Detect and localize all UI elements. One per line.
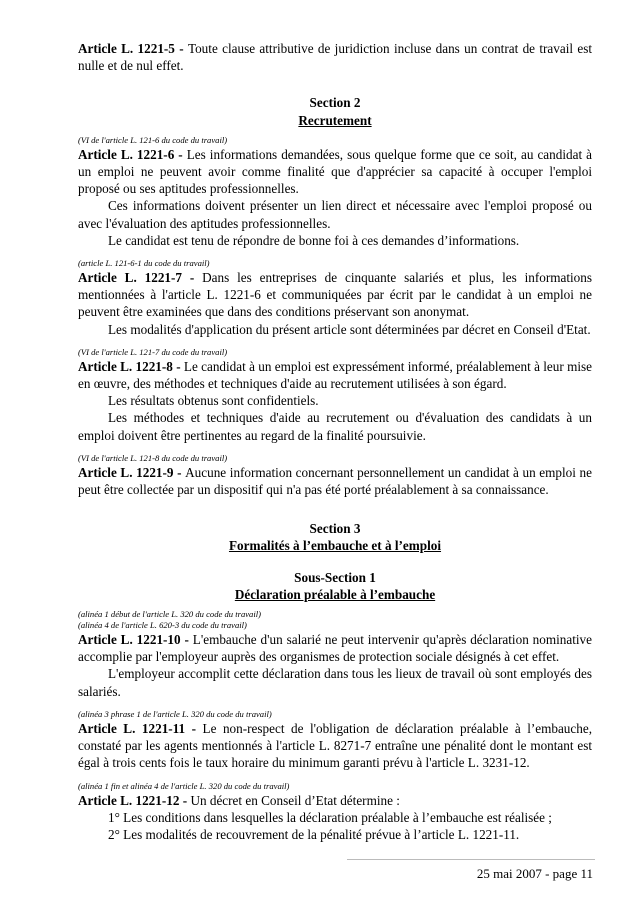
document-page <box>78 40 592 843</box>
article-1221-7 <box>78 269 592 321</box>
paragraph: Ces informations doivent présenter un lien direct et nécessaire avec l'emploi proposé ou avec l'évaluation des aptitudes professionnelles. <box>78 198 592 231</box>
section-title: Formalités à l’embauche et à l’emploi <box>228 538 442 554</box>
article-text: Le candidat à un emploi est expressément informé, préalablement à leur mise en œuvre, des méthodes et techniques d'aide au recrutement utilisées à son égard. <box>78 358 592 392</box>
source-reference: (alinéa 1 fin et alinéa 4 de l'article L. 320 du code du travail) <box>78 780 290 791</box>
source-reference: (VI de l'article L. 121-6 du code du travail) <box>78 134 228 145</box>
section-title: Recrutement <box>298 112 372 128</box>
article-1221-11 <box>78 720 592 772</box>
article-1221-12 <box>78 792 592 809</box>
paragraph: Le candidat est tenu de répondre de bonne foi à ces demandes d’informations. <box>108 232 520 248</box>
source-reference: (VI de l'article L. 121-8 du code du travail) <box>78 452 228 463</box>
paragraph: L'employeur accomplit cette déclaration dans tous les lieux de travail où sont employés des salariés. <box>78 666 592 699</box>
source-reference: (alinéa 4 de l'article L. 620-3 du code du travail) <box>78 620 247 631</box>
subsection-label: Sous-Section 1 <box>294 569 376 585</box>
article-1221-9 <box>78 464 592 498</box>
paragraph: Les modalités d'application du présent article sont déterminées par décret en Conseil d'Etat. <box>108 321 591 337</box>
section-3-heading <box>78 520 592 554</box>
article-1221-8 <box>78 358 592 392</box>
footer-divider <box>347 859 595 860</box>
page-footer: 25 mai 2007 - page 11 <box>476 866 593 881</box>
section-2-heading <box>78 94 592 128</box>
article-number: Article L. 1221-7 - <box>78 270 203 286</box>
article-text: Les informations demandées, sous quelque forme que ce soit, au candidat à un emploi ne peuvent avoir comme finalité que d'apprécier sa capacité à occuper l'emploi proposé ou ses aptitudes professionnelles. <box>78 146 592 197</box>
article-1221-10 <box>78 631 592 665</box>
article-text: Le non-respect de l'obligation de déclaration préalable à l’embauche, constaté par les agents mentionnés à l'article L. 8271-7 entraîne une pénalité dont le montant est égal à trois cents fois le taux horaire du minimum garanti prévu à l'article L. 3231-12. <box>78 720 592 771</box>
source-reference: (VI de l'article L. 121-7 du code du travail) <box>78 346 228 357</box>
article-1221-6 <box>78 146 592 198</box>
article-1221-5 <box>78 40 592 74</box>
article-number: Article L. 1221-8 - <box>78 358 184 374</box>
article-number: Article L. 1221-11 - <box>78 720 203 736</box>
article-number: Article L. 1221-6 - <box>78 146 187 162</box>
source-reference: (alinéa 1 début de l'article L. 320 du code du travail) <box>78 609 261 620</box>
article-text: Dans les entreprises de cinquante salariés et plus, les informations mentionnées à l'article L. 1221-6 et communiquées par écrit par le candidat à un emploi ne peuvent être examinées que dans des conditions préservant son anonymat. <box>78 270 592 320</box>
article-text: Un décret en Conseil d’Etat détermine : <box>190 792 400 808</box>
paragraph: Les méthodes et techniques d'aide au recrutement ou d'évaluation des candidats à un emploi doivent être pertinentes au regard de la finalité poursuivie. <box>78 410 592 443</box>
article-text: Toute clause attributive de juridiction incluse dans un contrat de travail est nulle et de nul effet. <box>78 41 592 74</box>
article-number: Article L. 1221-12 - <box>78 792 191 808</box>
article-number: Article L. 1221-9 - <box>78 464 186 480</box>
article-text: Aucune information concernant personnellement un candidat à un emploi ne peut être collectée par un dispositif qui n'a pas été porté préalablement à sa connaissance. <box>78 464 592 498</box>
list-item: 2° Les modalités de recouvrement de la pénalité prévue à l’article L. 1221-11. <box>108 826 520 842</box>
section-label: Section 2 <box>309 95 361 111</box>
article-number: Article L. 1221-10 - <box>78 632 193 648</box>
paragraph: Les résultats obtenus sont confidentiels. <box>108 393 319 409</box>
article-text: L'embauche d'un salarié ne peut intervenir qu'après déclaration nominative accomplie par l'employeur auprès des organismes de protection sociale désignés à cet effet. <box>78 632 592 665</box>
section-label: Section 3 <box>309 521 361 537</box>
source-reference: (article L. 121-6-1 du code du travail) <box>78 258 210 269</box>
source-reference: (alinéa 3 phrase 1 de l'article L. 320 du code du travail) <box>78 708 272 719</box>
article-number: Article L. 1221-5 - <box>78 41 188 56</box>
subsection-1-heading <box>78 569 592 603</box>
subsection-title: Déclaration préalable à l’embauche <box>234 586 436 602</box>
list-item: 1° Les conditions dans lesquelles la déclaration préalable à l’embauche est réalisée ; <box>108 809 552 825</box>
